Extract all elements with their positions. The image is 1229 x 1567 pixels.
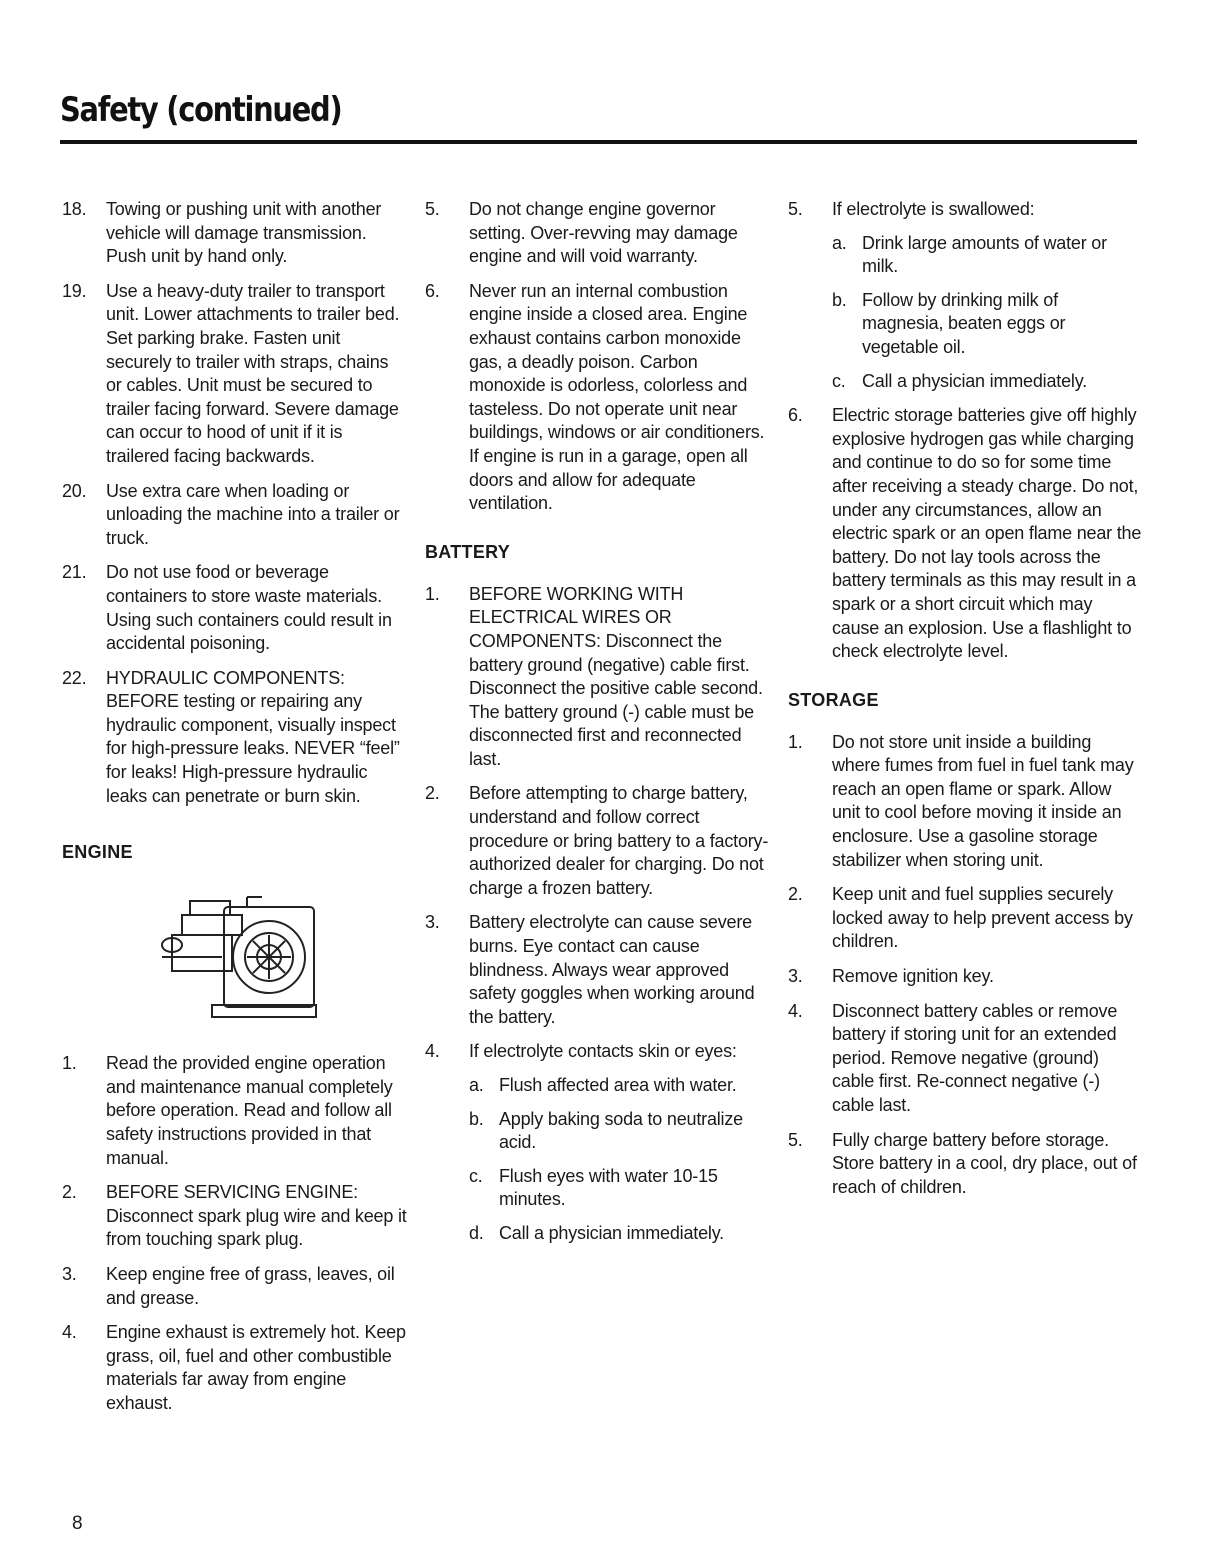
engine-list-continued [425, 198, 775, 516]
sub-list-item [469, 1108, 775, 1155]
page-title: Safety (continued) [60, 90, 342, 130]
sub-item-text: Apply baking soda to neutralize acid. [499, 1108, 743, 1153]
list-item [62, 280, 407, 469]
sub-list-item [469, 1074, 775, 1098]
storage-list [788, 731, 1143, 1200]
item-number: 3. [62, 1264, 77, 1284]
list-item [425, 280, 775, 516]
item-text: Use extra care when loading or unloading the machine into a trailer or truck. [106, 480, 400, 548]
sub-list-item [832, 289, 1143, 360]
battery-heading: BATTERY [425, 541, 511, 562]
battery-list [425, 583, 775, 1246]
item-text: Before attempting to charge battery, understand and follow correct procedure or bring battery to a factory-authorized dealer for charging. Do not charge a frozen battery. [469, 783, 769, 898]
list-item [788, 731, 1143, 873]
sub-list-item [469, 1222, 775, 1246]
item-text: If electrolyte contacts skin or eyes: [469, 1041, 737, 1062]
item-number: 4. [788, 1000, 803, 1021]
item-number: 1. [788, 731, 803, 752]
item-text: Towing or pushing unit with another vehicle will damage transmission. Push unit by hand only. [106, 199, 382, 267]
list-item [425, 1040, 775, 1245]
sub-item-letter: b. [469, 1108, 484, 1129]
sub-item-letter: d. [469, 1222, 484, 1243]
item-text: Never run an internal combustion engine inside a closed area. Engine exhaust contains carbon monoxide gas, a deadly poison. Carbon monoxide is odorless, colorless and tasteless. Do not operate unit near buildings, windows or air conditioners. If engine is run in a garage, open all doors and allow for adequate ventilation. [469, 280, 765, 514]
list-item [425, 911, 775, 1029]
list-item [62, 1321, 407, 1415]
item-text: Keep engine free of grass, leaves, oil and grease. [106, 1264, 395, 1308]
engine-list [62, 1052, 407, 1415]
item-number: 5. [788, 1129, 803, 1150]
engine-heading: ENGINE [62, 842, 133, 863]
item-text: Disconnect battery cables or remove battery if storing unit for an extended period. Remove negative (ground) cable first. Re-connect negative (-) cable last. [832, 1000, 1118, 1115]
list-item [62, 1052, 407, 1170]
item-number: 19. [62, 280, 87, 301]
item-text: Fully charge battery before storage. Store battery in a cool, dry place, out of reach of children. [832, 1129, 1137, 1197]
column-3 [788, 198, 1143, 1210]
list-item [62, 561, 407, 655]
item-number: 1. [425, 583, 440, 604]
item-number: 18. [62, 199, 87, 219]
sub-item-letter: c. [832, 370, 846, 391]
item-text: Keep unit and fuel supplies securely locked away to help prevent access by children. [832, 884, 1133, 952]
list-item [425, 583, 775, 772]
item-text: Use a heavy-duty trailer to transport unit. Lower attachments to trailer bed. Set parking brake. Fasten unit securely to trailer with straps, chains or cables. Unit must be secured to trailer facing forward. Severe damage can occur to hood of unit if it is trailered facing backwards. [106, 280, 400, 466]
storage-heading: STORAGE [788, 689, 879, 710]
list-item [425, 198, 775, 269]
list-item [788, 404, 1143, 664]
item-number: 4. [62, 1322, 77, 1343]
sub-item-text: Follow by drinking milk of magnesia, beaten eggs or vegetable oil. [862, 289, 1066, 357]
list-item [788, 883, 1143, 954]
sub-list [469, 1074, 775, 1246]
item-number: 4. [425, 1041, 440, 1062]
sub-item-letter: a. [469, 1075, 484, 1095]
item-number: 20. [62, 480, 87, 501]
list-item [62, 480, 407, 551]
list-item [62, 1263, 407, 1310]
list-item [62, 667, 407, 809]
sub-list-item [832, 232, 1143, 279]
item-text: BEFORE SERVICING ENGINE: Disconnect spark plug wire and keep it from touching spark plug. [106, 1182, 407, 1250]
item-number: 22. [62, 667, 87, 688]
column-1 [62, 198, 407, 1427]
item-text: Do not change engine governor setting. Over-revving may damage engine and will void warranty. [469, 199, 738, 267]
safety-list [62, 198, 407, 808]
list-item [788, 198, 1143, 393]
sub-item-letter: b. [832, 289, 847, 310]
item-number: 2. [788, 884, 803, 905]
list-item [788, 1000, 1143, 1118]
item-number: 5. [788, 199, 803, 219]
battery-list-continued [788, 198, 1143, 664]
sub-list [832, 232, 1143, 394]
item-number: 21. [62, 562, 87, 583]
sub-item-text: Flush eyes with water 10-15 minutes. [499, 1165, 718, 1210]
item-number: 3. [425, 912, 440, 933]
item-number: 2. [425, 783, 440, 804]
item-text: Remove ignition key. [832, 966, 994, 987]
list-item [425, 782, 775, 900]
item-number: 3. [788, 966, 803, 987]
page-number: 8 [72, 1513, 83, 1534]
list-item [788, 1129, 1143, 1200]
item-text: Engine exhaust is extremely hot. Keep grass, oil, fuel and other combustible materials far away from engine exhaust. [106, 1322, 406, 1413]
list-item [62, 198, 407, 269]
item-text: If electrolyte is swallowed: [832, 199, 1035, 219]
item-text: Do not store unit inside a building where fumes from fuel in fuel tank may reach an open flame or spark. Allow unit to cool before moving it inside an enclosure. Use a gasoline storage stabilizer when storing unit. [832, 731, 1134, 870]
sub-item-text: Call a physician immediately. [499, 1222, 724, 1243]
item-number: 5. [425, 199, 440, 219]
list-item [788, 965, 1143, 989]
item-text: HYDRAULIC COMPONENTS: BEFORE testing or repairing any hydraulic component, visually inspect for high-pressure leaks. NEVER “feel” for leaks! High-pressure hydraulic leaks can penetrate or burn skin. [106, 667, 400, 806]
item-number: 6. [788, 405, 803, 426]
title-rule [60, 140, 1137, 144]
item-text: Read the provided engine operation and maintenance manual completely before operation. Read and follow all safety instructions provided in that manual. [106, 1053, 393, 1168]
sub-list-item [469, 1165, 775, 1212]
sub-list-item [832, 370, 1143, 394]
item-text: Do not use food or beverage containers to store waste materials. Using such containers could result in accidental poisoning. [106, 562, 392, 654]
item-number: 1. [62, 1053, 77, 1074]
sub-item-text: Flush affected area with water. [499, 1075, 737, 1095]
sub-item-letter: c. [469, 1165, 483, 1186]
item-text: Electric storage batteries give off highly explosive hydrogen gas while charging and continue to do so for some time after receiving a steady charge. Do not, under any circumstances, allow an electric spark or an open flame near the battery. Do not lay tools across the battery terminals as this may result in a spark or a short circuit which may cause an explosion. Use a flashlight to check electrolyte level. [832, 405, 1142, 662]
list-item [62, 1181, 407, 1252]
item-text: Battery electrolyte can cause severe burns. Eye contact can cause blindness. Always wear approved safety goggles when working around the battery. [469, 912, 755, 1027]
item-number: 2. [62, 1182, 77, 1203]
sub-item-text: Drink large amounts of water or milk. [862, 232, 1107, 277]
item-number: 6. [425, 280, 440, 301]
sub-item-letter: a. [832, 232, 847, 253]
item-text: BEFORE WORKING WITH ELECTRICAL WIRES OR COMPONENTS: Disconnect the battery ground (negative) cable first. Disconnect the positive cable second. The battery ground (-) cable must be disconnected first and reconnected last. [469, 583, 763, 769]
column-2 [425, 198, 775, 1257]
sub-item-text: Call a physician immediately. [862, 370, 1087, 391]
engine-illustration [152, 893, 322, 1023]
